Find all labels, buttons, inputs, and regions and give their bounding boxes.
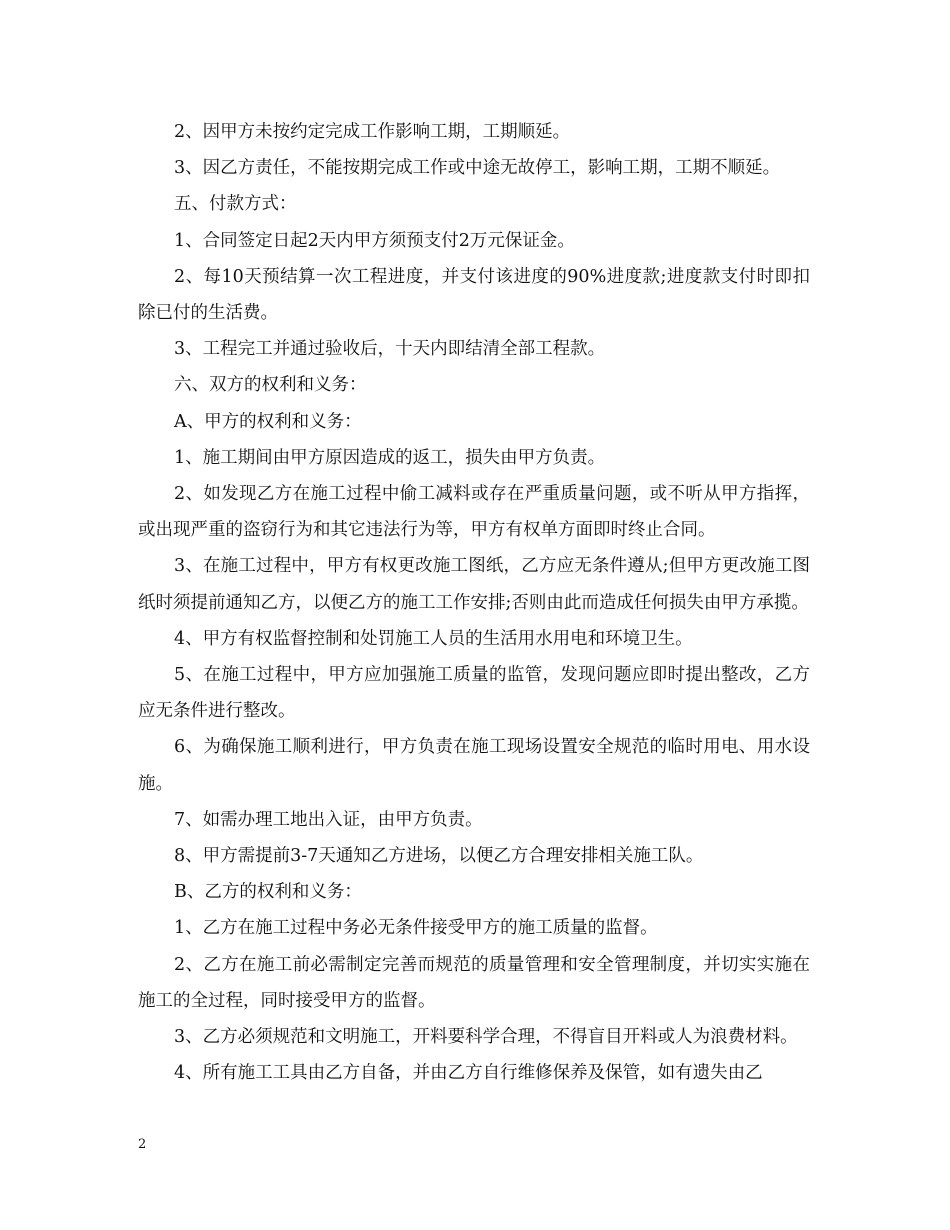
document-body [138,114,810,1091]
page-number: 2 [138,1137,147,1152]
paragraph: 1、合同签定日起2天内甲方须预支付2万元保证金。 [174,230,575,251]
paragraph: 3、在施工过程中，甲方有权更改施工图纸，乙方应无条件遵从;但甲方更改施工图纸时须提前通知乙方，以便乙方的施工工作安排;否则由此而造成任何损失由甲方承揽。 [138,556,810,613]
paragraph: 8、甲方需提前3-7天通知乙方进场，以便乙方合理安排相关施工队。 [174,846,704,867]
paragraph: 7、如需办理工地出入证，由甲方负责。 [174,809,483,830]
paragraph: 4、甲方有权监督控制和处罚施工人员的生活用水用电和环境卫生。 [174,628,693,649]
paragraph: 1、施工期间由甲方原因造成的返工，损失由甲方负责。 [174,447,606,468]
section-heading: 五、付款方式： [174,194,297,215]
paragraph: 6、为确保施工顺利进行，甲方负责在施工现场设置安全规范的临时用电、用水设施。 [138,737,810,794]
paragraph: 3、工程完工并通过验收后，十天内即结清全部工程款。 [174,339,606,360]
paragraph: 5、在施工过程中，甲方应加强施工质量的监管，发现问题应即时提出整改，乙方应无条件进行整改。 [138,665,810,722]
paragraph: 3、因乙方责任，不能按期完成工作或中途无故停工，影响工期，工期不顺延。 [174,158,781,179]
paragraph: 2、如发现乙方在施工过程中偷工减料或存在严重质量问题，或不听从甲方指挥，或出现严重的盗窃行为和其它违法行为等，甲方有权单方面即时终止合同。 [138,484,810,541]
paragraph: 2、每10天预结算一次工程进度，并支付该进度的90%进度款;进度款支付时即扣除已付的生活费。 [138,266,810,324]
paragraph: 4、所有施工工具由乙方自备，并由乙方自行维修保养及保管，如有遗失由乙 [174,1063,763,1084]
paragraph: 2、乙方在施工前必需制定完善而规范的质量管理和安全管理制度，并切实实施在施工的全过程，同时接受甲方的监督。 [138,954,810,1011]
paragraph: 3、乙方必须规范和文明施工，开料要科学合理，不得盲目开料或人为浪费材料。 [174,1027,798,1048]
paragraph: 1、乙方在施工过程中务必无条件接受甲方的施工质量的监督。 [174,918,658,939]
subsection-heading: A、甲方的权利和义务： [174,411,362,432]
subsection-heading: B、乙方的权利和义务： [174,882,362,903]
paragraph: 2、因甲方未按约定完成工作影响工期，工期顺延。 [174,122,571,142]
section-heading: 六、双方的权利和义务： [174,375,367,396]
